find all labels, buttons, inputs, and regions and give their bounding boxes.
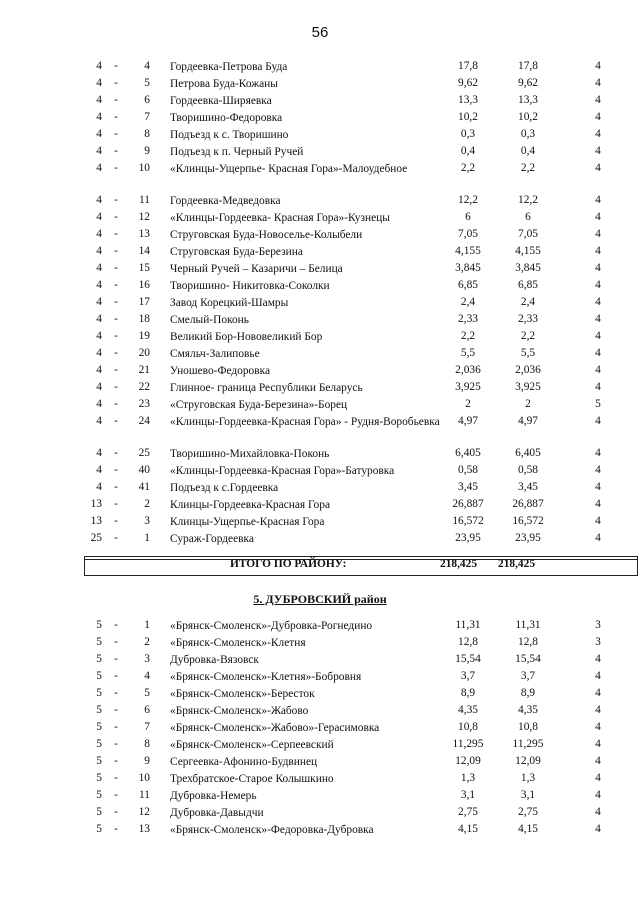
- road-length-2: 5,5: [520, 347, 536, 359]
- road-region: 4: [96, 447, 102, 459]
- road-category: 4: [595, 532, 601, 544]
- road-name: Петрова Буда-Кожаны: [170, 78, 278, 90]
- road-number: 15: [138, 262, 150, 274]
- road-length: 12,2: [458, 194, 478, 206]
- road-region: 4: [96, 60, 102, 72]
- total-box: [84, 556, 638, 576]
- road-number: 7: [144, 111, 150, 123]
- road-length: 0,4: [460, 145, 476, 157]
- road-length: 4,35: [458, 704, 478, 716]
- section-title-text: 5. ДУБРОВСКИЙ район: [253, 592, 387, 606]
- dash: -: [114, 704, 118, 716]
- road-length: 2,75: [458, 806, 478, 818]
- road-number: 10: [138, 772, 150, 784]
- road-length-2: 4,155: [515, 245, 541, 257]
- dash: -: [114, 228, 118, 240]
- dash: -: [114, 498, 118, 510]
- road-category: 4: [595, 653, 601, 665]
- road-length: 2,036: [455, 364, 481, 376]
- road-region: 5: [96, 772, 102, 784]
- road-region: 4: [96, 211, 102, 223]
- dash: -: [114, 738, 118, 750]
- dash: -: [114, 464, 118, 476]
- road-category: 4: [595, 415, 601, 427]
- road-length-2: 3,45: [518, 481, 538, 493]
- road-name: Завод Корецкий-Шамры: [170, 297, 289, 309]
- road-length-2: 11,31: [515, 619, 541, 631]
- road-category: 4: [595, 515, 601, 527]
- road-number: 41: [138, 481, 150, 493]
- road-number: 4: [144, 60, 150, 72]
- road-name: «Брянск-Смоленск»-Клетня: [170, 637, 306, 649]
- road-number: 12: [138, 806, 150, 818]
- road-number: 25: [138, 447, 150, 459]
- road-number: 3: [144, 653, 150, 665]
- road-number: 20: [138, 347, 150, 359]
- road-region: 4: [96, 128, 102, 140]
- road-category: 4: [595, 194, 601, 206]
- road-category: 4: [595, 447, 601, 459]
- road-name: Глинное- граница Республики Беларусь: [170, 382, 363, 394]
- dash: -: [114, 364, 118, 376]
- road-category: 4: [595, 245, 601, 257]
- dash: -: [114, 128, 118, 140]
- road-length-2: 6,85: [518, 279, 538, 291]
- road-name: Смелый-Поконь: [170, 314, 249, 326]
- road-length-2: 10,8: [518, 721, 538, 733]
- road-category: 4: [595, 687, 601, 699]
- road-category: 3: [595, 619, 601, 631]
- road-name: Творишино-Федоровка: [170, 112, 283, 124]
- road-length-2: 6,405: [515, 447, 541, 459]
- road-name: «Брянск-Смоленск»-Жабово: [170, 705, 309, 717]
- road-length: 10,2: [458, 111, 478, 123]
- road-number: 21: [138, 364, 150, 376]
- road-length: 3,1: [460, 789, 476, 801]
- road-number: 18: [138, 313, 150, 325]
- section-title: [0, 592, 640, 607]
- road-region: 4: [96, 296, 102, 308]
- road-number: 11: [139, 789, 150, 801]
- dash: -: [114, 77, 118, 89]
- dash: -: [114, 145, 118, 157]
- page-number: 56: [311, 24, 329, 41]
- road-length-2: 4,97: [518, 415, 538, 427]
- road-length: 17,8: [458, 60, 478, 72]
- road-name: Гордеевка-Медведовка: [170, 195, 281, 207]
- road-length-2: 3,845: [515, 262, 541, 274]
- dash: -: [114, 279, 118, 291]
- road-region: 5: [96, 738, 102, 750]
- road-name: Великий Бор-Нововеликий Бор: [170, 331, 323, 343]
- road-number: 16: [138, 279, 150, 291]
- road-region: 4: [96, 481, 102, 493]
- dash: -: [114, 262, 118, 274]
- road-region: 5: [96, 704, 102, 716]
- road-category: 4: [595, 162, 601, 174]
- road-region: 4: [96, 415, 102, 427]
- road-region: 25: [90, 532, 102, 544]
- road-region: 5: [96, 789, 102, 801]
- road-category: 4: [595, 755, 601, 767]
- dash: -: [114, 398, 118, 410]
- road-length: 12,8: [458, 636, 478, 648]
- total-length: 218,425: [440, 558, 478, 570]
- road-length: 26,887: [452, 498, 484, 510]
- road-number: 17: [138, 296, 150, 308]
- road-category: 4: [595, 77, 601, 89]
- road-region: 5: [96, 653, 102, 665]
- road-length-2: 2,2: [520, 162, 536, 174]
- road-name: «Брянск-Смоленск»-Серпеевский: [170, 739, 334, 751]
- road-name: Уношево-Федоровка: [170, 365, 271, 377]
- road-name: Трехбратское-Старое Колышкино: [170, 773, 334, 785]
- road-length: 0,3: [460, 128, 476, 140]
- road-category: 4: [595, 111, 601, 123]
- road-length-2: 26,887: [512, 498, 544, 510]
- road-length-2: 13,3: [518, 94, 538, 106]
- road-name: «Брянск-Смоленск»-Федоровка-Дубровка: [170, 824, 374, 836]
- road-region: 4: [96, 262, 102, 274]
- dash: -: [114, 162, 118, 174]
- road-category: 4: [595, 498, 601, 510]
- road-region: 4: [96, 398, 102, 410]
- dash: -: [114, 721, 118, 733]
- road-category: 4: [595, 145, 601, 157]
- road-length-2: 2,4: [520, 296, 536, 308]
- road-length: 8,9: [460, 687, 476, 699]
- road-name: Дубровка-Немерь: [170, 790, 257, 802]
- dash: -: [114, 670, 118, 682]
- road-category: 4: [595, 128, 601, 140]
- road-category: 4: [595, 381, 601, 393]
- road-number: 22: [138, 381, 150, 393]
- road-category: 4: [595, 823, 601, 835]
- road-region: 4: [96, 464, 102, 476]
- road-number: 7: [144, 721, 150, 733]
- road-number: 8: [144, 128, 150, 140]
- road-length-2: 17,8: [518, 60, 538, 72]
- road-number: 11: [139, 194, 150, 206]
- road-category: 4: [595, 330, 601, 342]
- road-region: 4: [96, 313, 102, 325]
- road-name: «Клинцы-Гордеевка-Красная Гора»-Батуровка: [170, 465, 395, 477]
- road-length-2: 7,05: [518, 228, 538, 240]
- road-region: 5: [96, 806, 102, 818]
- road-region: 5: [96, 619, 102, 631]
- road-category: 4: [595, 60, 601, 72]
- road-length: 10,8: [458, 721, 478, 733]
- road-length-2: 2,2: [520, 330, 536, 342]
- road-category: 4: [595, 262, 601, 274]
- road-length-2: 4,35: [518, 704, 538, 716]
- road-length-2: 12,2: [518, 194, 538, 206]
- road-region: 5: [96, 721, 102, 733]
- road-number: 8: [144, 738, 150, 750]
- road-name: Струговская Буда-Березина: [170, 246, 303, 258]
- road-length-2: 16,572: [512, 515, 544, 527]
- dash: -: [114, 245, 118, 257]
- dash: -: [114, 515, 118, 527]
- road-region: 4: [96, 364, 102, 376]
- road-region: 5: [96, 755, 102, 767]
- road-name: Подъезд к п. Черный Ручей: [170, 146, 304, 158]
- road-length: 2,33: [458, 313, 478, 325]
- road-length: 4,97: [458, 415, 478, 427]
- road-name: Гордеевка-Ширяевка: [170, 95, 272, 107]
- total-length-2: 218,425: [498, 558, 536, 570]
- road-region: 4: [96, 94, 102, 106]
- road-category: 4: [595, 279, 601, 291]
- road-number: 9: [144, 145, 150, 157]
- road-category: 4: [595, 772, 601, 784]
- road-name: «Клинцы-Гордеевка-Красная Гора» - Рудня-Воробьевка: [170, 416, 440, 428]
- road-length-2: 0,4: [520, 145, 536, 157]
- road-length: 11,31: [455, 619, 481, 631]
- road-length-2: 15,54: [515, 653, 541, 665]
- road-length: 3,925: [455, 381, 481, 393]
- road-length: 3,7: [460, 670, 476, 682]
- road-length: 9,62: [458, 77, 478, 89]
- road-length-2: 3,925: [515, 381, 541, 393]
- dash: -: [114, 755, 118, 767]
- dash: -: [114, 772, 118, 784]
- road-length-2: 4,15: [518, 823, 538, 835]
- road-length-2: 8,9: [520, 687, 536, 699]
- road-length: 12,09: [455, 755, 481, 767]
- road-length: 6,405: [455, 447, 481, 459]
- dash: -: [114, 211, 118, 223]
- road-name: Дубровка-Давыдчи: [170, 807, 264, 819]
- road-length-2: 12,09: [515, 755, 541, 767]
- road-region: 4: [96, 381, 102, 393]
- dash: -: [114, 330, 118, 342]
- road-name: Смяльч-Залиповье: [170, 348, 260, 360]
- road-name: Дубровка-Вязовск: [170, 654, 259, 666]
- road-length: 0,58: [458, 464, 478, 476]
- road-number: 10: [138, 162, 150, 174]
- road-number: 40: [138, 464, 150, 476]
- road-name: «Клинцы-Ущерпье- Красная Гора»-Малоудебное: [170, 163, 408, 175]
- road-region: 13: [90, 515, 102, 527]
- road-number: 13: [138, 228, 150, 240]
- road-length: 2,2: [460, 330, 476, 342]
- road-length: 1,3: [460, 772, 476, 784]
- road-number: 1: [144, 532, 150, 544]
- road-name: Сураж-Гордеевка: [170, 533, 254, 545]
- road-category: 4: [595, 806, 601, 818]
- road-number: 4: [144, 670, 150, 682]
- road-length: 2,4: [460, 296, 476, 308]
- road-length: 4,15: [458, 823, 478, 835]
- dash: -: [114, 532, 118, 544]
- dash: -: [114, 415, 118, 427]
- road-category: 4: [595, 670, 601, 682]
- road-category: 4: [595, 347, 601, 359]
- road-name: «Брянск-Смоленск»-Дубровка-Рогнедино: [170, 620, 373, 632]
- road-number: 2: [144, 498, 150, 510]
- total-label: ИТОГО ПО РАЙОНУ:: [230, 558, 347, 570]
- dash: -: [114, 619, 118, 631]
- road-name: Клинцы-Гордеевка-Красная Гора: [170, 499, 331, 511]
- road-region: 4: [96, 194, 102, 206]
- road-number: 24: [138, 415, 150, 427]
- road-length-2: 3,1: [520, 789, 536, 801]
- road-category: 4: [595, 211, 601, 223]
- road-name: Клинцы-Ущерпье-Красная Гора: [170, 516, 325, 528]
- road-region: 4: [96, 347, 102, 359]
- road-length: 2,2: [460, 162, 476, 174]
- road-length-2: 23,95: [515, 532, 541, 544]
- road-length: 5,5: [460, 347, 476, 359]
- road-length: 2: [465, 398, 471, 410]
- road-name: «Брянск-Смоленск»-Бересток: [170, 688, 315, 700]
- road-region: 4: [96, 245, 102, 257]
- road-number: 23: [138, 398, 150, 410]
- road-region: 4: [96, 111, 102, 123]
- road-length: 16,572: [452, 515, 484, 527]
- dash: -: [114, 481, 118, 493]
- road-category: 4: [595, 94, 601, 106]
- dash: -: [114, 823, 118, 835]
- road-category: 5: [595, 398, 601, 410]
- road-region: 5: [96, 823, 102, 835]
- road-region: 5: [96, 687, 102, 699]
- road-length-2: 9,62: [518, 77, 538, 89]
- dash: -: [114, 296, 118, 308]
- road-length-2: 10,2: [518, 111, 538, 123]
- road-length-2: 11,295: [512, 738, 544, 750]
- road-length-2: 2,036: [515, 364, 541, 376]
- road-category: 4: [595, 481, 601, 493]
- road-region: 4: [96, 228, 102, 240]
- road-number: 5: [144, 687, 150, 699]
- road-length: 11,295: [452, 738, 484, 750]
- road-region: 4: [96, 77, 102, 89]
- road-length-2: 0,3: [520, 128, 536, 140]
- road-name: «Брянск-Смоленск»-Клетня»-Бобровня: [170, 671, 362, 683]
- road-length: 6: [465, 211, 471, 223]
- road-length: 15,54: [455, 653, 481, 665]
- road-name: «Брянск-Смоленск»-Жабово»-Герасимовка: [170, 722, 380, 734]
- dash: -: [114, 636, 118, 648]
- road-category: 4: [595, 296, 601, 308]
- road-category: 4: [595, 364, 601, 376]
- road-region: 4: [96, 279, 102, 291]
- road-name: «Клинцы-Гордеевка- Красная Гора»-Кузнецы: [170, 212, 390, 224]
- road-category: 4: [595, 738, 601, 750]
- road-region: 4: [96, 330, 102, 342]
- road-number: 12: [138, 211, 150, 223]
- road-length: 7,05: [458, 228, 478, 240]
- road-number: 13: [138, 823, 150, 835]
- road-region: 5: [96, 670, 102, 682]
- road-number: 1: [144, 619, 150, 631]
- road-length-2: 12,8: [518, 636, 538, 648]
- road-name: Сергеевка-Афонино-Будвинец: [170, 756, 318, 768]
- road-category: 4: [595, 313, 601, 325]
- dash: -: [114, 94, 118, 106]
- road-number: 14: [138, 245, 150, 257]
- road-length-2: 6: [525, 211, 531, 223]
- dash: -: [114, 60, 118, 72]
- road-name: Черный Ручей – Казаричи – Белица: [170, 263, 343, 275]
- road-length: 23,95: [455, 532, 481, 544]
- road-length-2: 2: [525, 398, 531, 410]
- dash: -: [114, 653, 118, 665]
- road-category: 4: [595, 228, 601, 240]
- road-length: 4,155: [455, 245, 481, 257]
- road-length: 3,845: [455, 262, 481, 274]
- road-length-2: 0,58: [518, 464, 538, 476]
- dash: -: [114, 687, 118, 699]
- road-region: 13: [90, 498, 102, 510]
- road-length: 6,85: [458, 279, 478, 291]
- road-length: 3,45: [458, 481, 478, 493]
- road-number: 6: [144, 704, 150, 716]
- road-name: Струговская Буда-Новоселье-Колыбели: [170, 229, 363, 241]
- road-category: 4: [595, 789, 601, 801]
- road-category: 4: [595, 464, 601, 476]
- road-number: 5: [144, 77, 150, 89]
- dash: -: [114, 789, 118, 801]
- dash: -: [114, 194, 118, 206]
- dash: -: [114, 381, 118, 393]
- road-name: Творишино-Михайловка-Поконь: [170, 448, 330, 460]
- road-region: 4: [96, 145, 102, 157]
- road-category: 4: [595, 721, 601, 733]
- road-number: 9: [144, 755, 150, 767]
- road-category: 3: [595, 636, 601, 648]
- road-name: Творишино- Никитовка-Соколки: [170, 280, 330, 292]
- road-region: 4: [96, 162, 102, 174]
- road-category: 4: [595, 704, 601, 716]
- dash: -: [114, 347, 118, 359]
- road-region: 5: [96, 636, 102, 648]
- road-length-2: 1,3: [520, 772, 536, 784]
- road-number: 2: [144, 636, 150, 648]
- road-number: 19: [138, 330, 150, 342]
- road-name: Подъезд к с.Гордеевка: [170, 482, 279, 494]
- road-length: 13,3: [458, 94, 478, 106]
- road-number: 6: [144, 94, 150, 106]
- road-length-2: 2,33: [518, 313, 538, 325]
- road-name: Гордеевка-Петрова Буда: [170, 61, 288, 73]
- road-length-2: 3,7: [520, 670, 536, 682]
- dash: -: [114, 806, 118, 818]
- road-number: 3: [144, 515, 150, 527]
- dash: -: [114, 447, 118, 459]
- road-name: Подъезд к с. Творишино: [170, 129, 289, 141]
- road-name: «Струговская Буда-Березина»-Борец: [170, 399, 348, 411]
- road-length-2: 2,75: [518, 806, 538, 818]
- dash: -: [114, 111, 118, 123]
- dash: -: [114, 313, 118, 325]
